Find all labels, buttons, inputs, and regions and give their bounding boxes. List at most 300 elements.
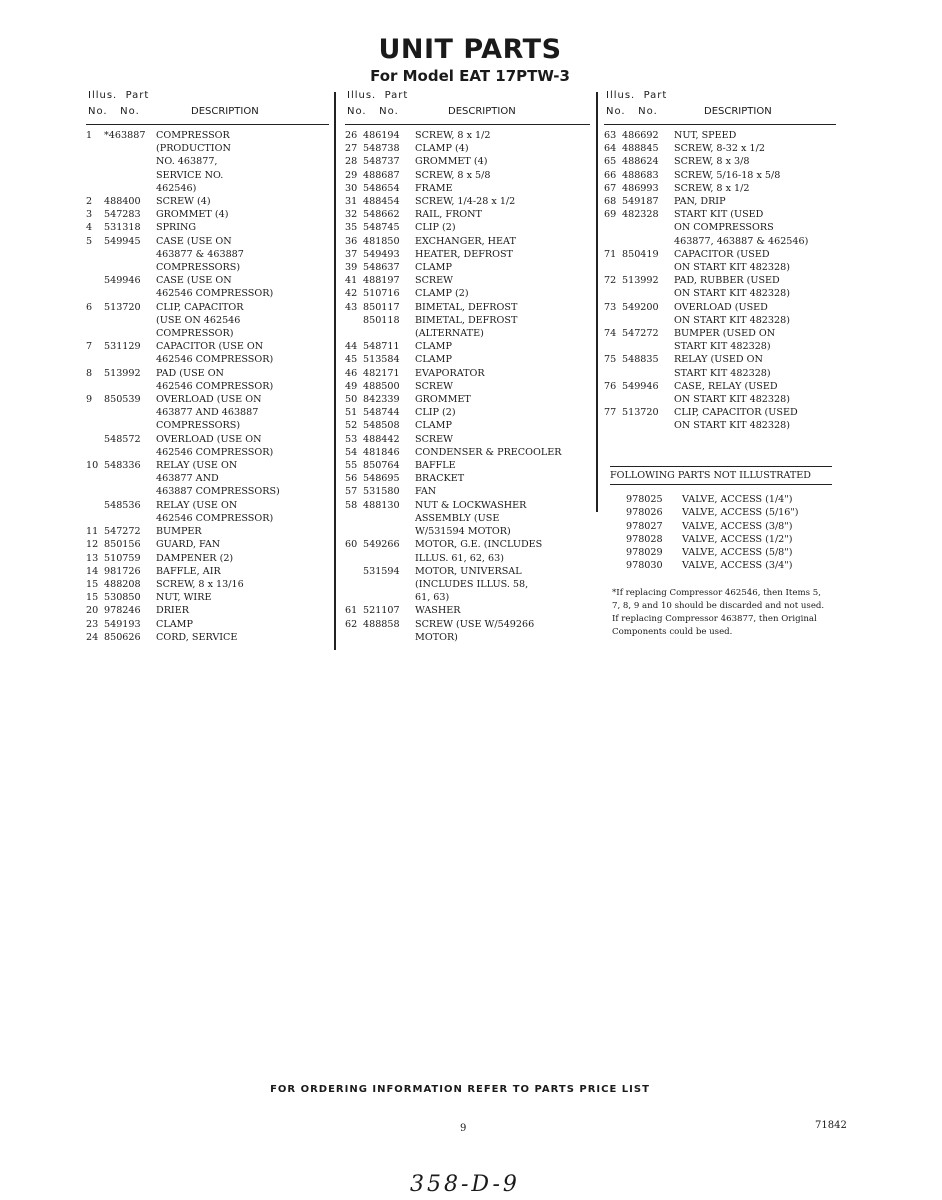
table-row	[604, 261, 836, 274]
table-row	[626, 493, 832, 506]
illus-number	[86, 406, 104, 419]
part-number: 510716	[363, 288, 400, 300]
part-number: 548637	[363, 262, 400, 274]
description: RELAY (USE ON	[156, 460, 238, 472]
table-row	[86, 419, 329, 432]
illus-number: 11	[86, 526, 99, 538]
part-number: 486692	[622, 130, 659, 141]
description: CLIP (2)	[415, 407, 456, 419]
description: CORD, SERVICE	[156, 631, 238, 643]
description: CLIP, CAPACITOR (USED	[674, 407, 798, 419]
not-illustrated-heading: FOLLOWING PARTS NOT ILLUSTRATED	[610, 466, 832, 485]
description: EXCHANGER, HEAT	[415, 235, 516, 247]
illus-number	[604, 314, 622, 327]
illus-number: 35	[345, 222, 358, 234]
part-number: 549200	[622, 301, 659, 313]
table-row	[604, 327, 836, 340]
illus-number: 6	[86, 301, 93, 313]
description: CLAMP (4)	[415, 143, 469, 155]
illus-number: 50	[345, 394, 358, 406]
part-number	[622, 314, 674, 327]
table-row	[86, 340, 329, 353]
illus-number: 61	[345, 605, 358, 617]
part-number	[622, 419, 674, 432]
description: COMPRESSORS)	[156, 420, 241, 432]
description: CAPACITOR (USE ON	[156, 341, 264, 353]
description: GROMMET	[415, 394, 471, 406]
illus-number	[345, 631, 363, 644]
table-row	[86, 485, 329, 498]
table-row	[86, 512, 329, 525]
part-number: 531129	[104, 341, 141, 353]
page-title: UNIT PARTS	[378, 34, 562, 65]
part-number: 978025	[626, 494, 663, 506]
illus-number: 42	[345, 288, 358, 300]
part-number: 549493	[363, 248, 400, 260]
table-row	[345, 472, 590, 485]
part-number: 486194	[363, 130, 400, 141]
description: CLAMP	[415, 354, 452, 366]
part-number: 488624	[622, 156, 659, 168]
table-row	[345, 248, 590, 261]
table-row	[86, 129, 329, 142]
table-row	[345, 552, 590, 565]
part-number	[104, 353, 156, 366]
illus-number	[86, 287, 104, 300]
table-row	[604, 367, 836, 380]
table-row	[604, 353, 836, 366]
table-row	[604, 380, 836, 393]
table-row	[86, 433, 329, 446]
illus-number: 76	[604, 380, 617, 392]
description: SCREW (USE W/549266	[415, 618, 535, 630]
not-illustrated-list	[610, 493, 832, 572]
table-row	[345, 406, 590, 419]
illus-number	[604, 393, 622, 406]
table-row	[345, 142, 590, 155]
part-number: 548572	[104, 433, 141, 445]
description: SCREW, 8 x 13/16	[156, 578, 244, 590]
illus-number	[86, 142, 104, 155]
description: START KIT (USED	[674, 209, 764, 221]
table-row	[86, 261, 329, 274]
description: VALVE, ACCESS (1/2")	[682, 533, 793, 545]
part-number: 488454	[363, 196, 400, 208]
table-row	[86, 274, 329, 287]
table-row	[345, 155, 590, 168]
table-row	[604, 274, 836, 287]
table-row	[345, 169, 590, 182]
description: ON START KIT 482328)	[674, 314, 790, 326]
illus-number: 49	[345, 380, 358, 392]
parts-list-3	[604, 129, 836, 433]
table-row	[604, 155, 836, 168]
description: BIMETAL, DEFROST	[415, 301, 518, 313]
description: 463877 AND 463887	[156, 407, 259, 419]
description: BUMPER	[156, 526, 202, 538]
description: NUT & LOCKWASHER	[415, 499, 527, 511]
illus-number	[604, 419, 622, 432]
description: COMPRESSOR	[156, 130, 230, 141]
illus-number: 15	[86, 592, 99, 604]
description: MOTOR)	[415, 631, 458, 643]
ordering-note: FOR ORDERING INFORMATION REFER TO PARTS PRICE LIST	[270, 1084, 650, 1095]
description: VALVE, ACCESS (5/16")	[682, 507, 799, 519]
illus-number: 8	[86, 367, 93, 379]
table-row	[86, 604, 329, 617]
description: CLIP (2)	[415, 222, 456, 234]
table-row	[345, 261, 590, 274]
illus-number: 15	[86, 578, 99, 590]
table-row	[86, 472, 329, 485]
table-row	[345, 235, 590, 248]
description: SCREW, 8 x 5/8	[415, 169, 491, 181]
table-row	[86, 142, 329, 155]
part-number	[104, 446, 156, 459]
description: (PRODUCTION	[156, 143, 231, 155]
description: CONDENSER & PRECOOLER	[415, 446, 562, 458]
part-number: 978026	[626, 507, 663, 519]
illus-number: 37	[345, 248, 358, 260]
description: 462546 COMPRESSOR)	[156, 446, 274, 458]
part-number: 547272	[622, 328, 659, 340]
part-number	[363, 591, 415, 604]
illus-number	[604, 221, 622, 234]
table-row	[345, 591, 590, 604]
illus-number	[604, 367, 622, 380]
part-number: 548536	[104, 499, 141, 511]
description: SCREW	[415, 275, 454, 287]
description: GROMMET (4)	[415, 156, 488, 168]
illus-number: 39	[345, 262, 358, 274]
part-number: 548336	[104, 460, 141, 472]
description: GUARD, FAN	[156, 539, 221, 551]
part-number	[622, 287, 674, 300]
part-number: 548711	[363, 341, 400, 353]
description: VALVE, ACCESS (5/8")	[682, 547, 793, 559]
part-number	[104, 314, 156, 327]
description: SCREW	[415, 433, 454, 445]
table-row	[345, 301, 590, 314]
illus-number: 27	[345, 143, 358, 155]
part-number: 486993	[622, 182, 659, 194]
table-row	[626, 520, 832, 533]
illus-number: 3	[86, 209, 93, 221]
table-row	[86, 367, 329, 380]
part-number: 482171	[363, 367, 400, 379]
description: MOTOR, G.E. (INCLUDES	[415, 539, 543, 551]
table-row	[345, 287, 590, 300]
table-row	[626, 533, 832, 546]
header-nos: No. No.	[606, 106, 658, 117]
description: OVERLOAD (USE ON	[156, 433, 262, 445]
part-number	[622, 367, 674, 380]
description: ILLUS. 61, 62, 63)	[415, 552, 504, 564]
description: ASSEMBLY (USE	[415, 512, 500, 524]
illus-number	[345, 578, 363, 591]
illus-number	[345, 512, 363, 525]
table-row	[604, 169, 836, 182]
part-number: 548835	[622, 354, 659, 366]
part-number	[104, 155, 156, 168]
illus-number: 41	[345, 275, 358, 287]
parts-column-3	[604, 88, 836, 572]
table-row	[345, 618, 590, 631]
part-number	[622, 261, 674, 274]
part-number: 513720	[622, 407, 659, 419]
table-row	[604, 287, 836, 300]
part-number: 488687	[363, 169, 400, 181]
part-number	[363, 327, 415, 340]
description: 463887 COMPRESSORS)	[156, 486, 280, 498]
part-number	[363, 525, 415, 538]
table-row	[345, 565, 590, 578]
model-subtitle: For Model EAT 17PTW-3	[370, 67, 570, 85]
part-number: 513992	[104, 367, 141, 379]
description: OVERLOAD (USE ON	[156, 394, 262, 406]
illus-number	[86, 155, 104, 168]
description: (INCLUDES ILLUS. 58,	[415, 578, 529, 590]
table-row	[86, 287, 329, 300]
illus-number	[86, 314, 104, 327]
part-number: 850539	[104, 394, 141, 406]
illus-number	[86, 512, 104, 525]
table-row	[345, 380, 590, 393]
illus-number: 54	[345, 446, 358, 458]
illus-number: 66	[604, 169, 617, 181]
column-header	[345, 88, 590, 125]
table-row	[345, 499, 590, 512]
illus-number: 64	[604, 143, 617, 155]
table-row	[604, 221, 836, 234]
part-number: 549187	[622, 196, 659, 208]
table-row	[86, 525, 329, 538]
illus-number	[345, 565, 363, 578]
part-number: 549945	[104, 235, 141, 247]
table-row	[86, 499, 329, 512]
part-number: 488845	[622, 143, 659, 155]
page-number: 9	[460, 1123, 467, 1134]
illus-number: 20	[86, 605, 99, 617]
table-row	[86, 459, 329, 472]
part-number: 850117	[363, 301, 400, 313]
illus-number	[86, 446, 104, 459]
illus-number: 24	[86, 631, 99, 643]
illus-number	[86, 274, 104, 287]
table-row	[604, 195, 836, 208]
header-description: DESCRIPTION	[191, 106, 259, 117]
part-number: 481846	[363, 446, 400, 458]
description: NUT, WIRE	[156, 592, 212, 604]
illus-number: 77	[604, 407, 617, 419]
description: MOTOR, UNIVERSAL	[415, 565, 522, 577]
part-number: 978029	[626, 547, 663, 559]
description: NO. 463877,	[156, 156, 218, 168]
part-number: 530850	[104, 592, 141, 604]
description: RELAY (USED ON	[674, 354, 763, 366]
part-number: 513720	[104, 301, 141, 313]
parts-column-2	[345, 88, 590, 644]
illus-number: 74	[604, 328, 617, 340]
part-number	[363, 512, 415, 525]
table-row	[86, 155, 329, 168]
table-row	[345, 578, 590, 591]
table-row	[345, 512, 590, 525]
part-number: 978028	[626, 533, 663, 545]
part-number: 510759	[104, 552, 141, 564]
table-row	[86, 380, 329, 393]
part-number	[104, 287, 156, 300]
illus-number: 56	[345, 473, 358, 485]
illus-number	[86, 433, 104, 446]
part-number	[363, 552, 415, 565]
illus-number	[345, 591, 363, 604]
illus-number: 44	[345, 341, 358, 353]
table-row	[86, 195, 329, 208]
part-number: 548695	[363, 473, 400, 485]
illus-number: 1	[86, 130, 93, 141]
description: FAN	[415, 486, 437, 498]
table-row	[604, 248, 836, 261]
table-row	[345, 538, 590, 551]
header-description: DESCRIPTION	[704, 106, 772, 117]
illus-number	[604, 261, 622, 274]
part-number: 549266	[363, 539, 400, 551]
table-row	[86, 314, 329, 327]
illus-number: 60	[345, 539, 358, 551]
description: ON START KIT 482328)	[674, 288, 790, 300]
description: DAMPENER (2)	[156, 552, 234, 564]
table-row	[604, 419, 836, 432]
part-number	[622, 340, 674, 353]
table-row	[86, 631, 329, 644]
illus-number: 30	[345, 182, 358, 194]
description: (ALTERNATE)	[415, 328, 484, 340]
table-row	[86, 578, 329, 591]
description: PAN, DRIP	[674, 196, 726, 208]
illus-number: 46	[345, 367, 358, 379]
illus-number: 45	[345, 354, 358, 366]
part-number: 531318	[104, 222, 141, 234]
header-description: DESCRIPTION	[448, 106, 516, 117]
description: COMPRESSOR)	[156, 328, 234, 340]
column-divider	[596, 92, 598, 512]
description: SCREW (4)	[156, 196, 211, 208]
part-number: 547283	[104, 209, 141, 221]
illus-number: 31	[345, 196, 358, 208]
part-number	[104, 169, 156, 182]
illus-number: 72	[604, 275, 617, 287]
description: W/531594 MOTOR)	[415, 526, 511, 538]
description: BIMETAL, DEFROST	[415, 314, 518, 326]
table-row	[604, 301, 836, 314]
description: SCREW, 8 x 1/2	[415, 130, 491, 141]
table-row	[86, 353, 329, 366]
illus-number: 13	[86, 552, 99, 564]
illus-number: 51	[345, 407, 358, 419]
illus-number: 52	[345, 420, 358, 432]
table-row	[626, 559, 832, 572]
table-row	[86, 208, 329, 221]
description: 462546 COMPRESSOR)	[156, 354, 274, 366]
description: 462546 COMPRESSOR)	[156, 288, 274, 300]
part-number: 548508	[363, 420, 400, 432]
illus-number	[86, 261, 104, 274]
part-number: 548737	[363, 156, 400, 168]
description: CLAMP	[415, 420, 452, 432]
illus-number	[345, 552, 363, 565]
illus-number: 36	[345, 235, 358, 247]
table-row	[604, 182, 836, 195]
table-row	[345, 393, 590, 406]
part-number: 548738	[363, 143, 400, 155]
column-header	[86, 88, 329, 125]
part-number	[104, 248, 156, 261]
part-number	[104, 512, 156, 525]
description: ON START KIT 482328)	[674, 262, 790, 274]
document-number: 71842	[815, 1120, 847, 1131]
table-row	[345, 327, 590, 340]
part-number: 549946	[622, 380, 659, 392]
description: CLAMP	[156, 618, 193, 630]
table-row	[345, 129, 590, 142]
description: GROMMET (4)	[156, 209, 229, 221]
description: VALVE, ACCESS (1/4")	[682, 494, 793, 506]
part-number	[622, 235, 674, 248]
parts-list-2	[345, 129, 590, 644]
table-row	[86, 618, 329, 631]
description: 462546 COMPRESSOR)	[156, 380, 274, 392]
table-row	[86, 565, 329, 578]
description: DRIER	[156, 605, 189, 617]
table-row	[345, 221, 590, 234]
illus-number	[86, 327, 104, 340]
description: 463877 AND	[156, 473, 219, 485]
illus-number: 55	[345, 460, 358, 472]
description: 61, 63)	[415, 592, 450, 604]
description: CLAMP	[415, 341, 452, 353]
illus-number	[86, 380, 104, 393]
part-number	[104, 182, 156, 195]
table-row	[604, 142, 836, 155]
description: START KIT 482328)	[674, 367, 771, 379]
part-number	[104, 485, 156, 498]
illus-number: 63	[604, 130, 617, 141]
illus-number	[86, 248, 104, 261]
illus-number	[345, 314, 363, 327]
table-row	[604, 406, 836, 419]
table-row	[86, 591, 329, 604]
part-number: 548654	[363, 182, 400, 194]
part-number: 850156	[104, 539, 141, 551]
table-row	[86, 221, 329, 234]
table-row	[86, 327, 329, 340]
header-illus-part: Illus. Part	[88, 90, 150, 101]
description: SCREW, 8 x 3/8	[674, 156, 750, 168]
illus-number: 9	[86, 394, 93, 406]
description: CLAMP	[415, 262, 452, 274]
table-row	[86, 182, 329, 195]
header-nos: No. No.	[88, 106, 140, 117]
illus-number: 68	[604, 196, 617, 208]
illus-number	[86, 419, 104, 432]
table-row	[345, 485, 590, 498]
illus-number	[604, 235, 622, 248]
description: CLIP, CAPACITOR	[156, 301, 244, 313]
illus-number: 14	[86, 565, 99, 577]
header-nos: No. No.	[347, 106, 399, 117]
description: (USE ON 462546	[156, 314, 241, 326]
